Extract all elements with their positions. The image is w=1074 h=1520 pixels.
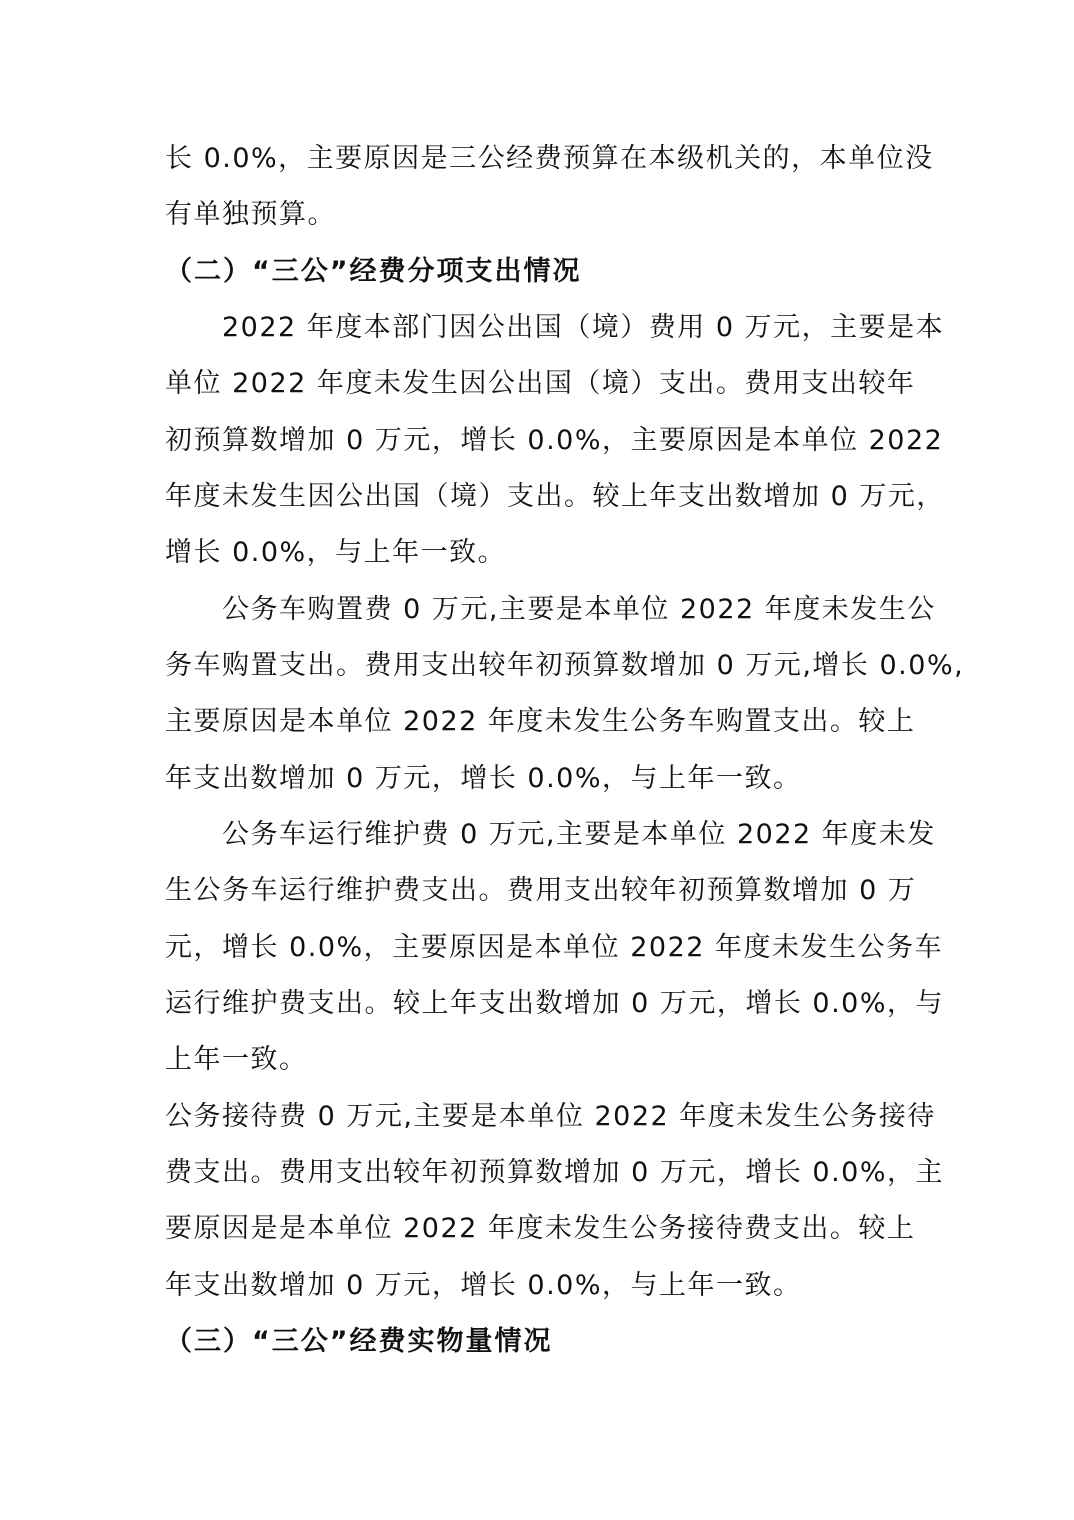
text-line: 2022 年度本部门因公出国（境）费用 0 万元，主要是本: [222, 312, 945, 343]
text-line: 主要原因是本单位 2022 年度未发生公务车购置支出。较上: [165, 706, 916, 737]
text-line: 年支出数增加 0 万元，增长 0.0%，与上年一致。: [165, 763, 802, 794]
text-line: 要原因是是本单位 2022 年度未发生公务接待费支出。较上: [165, 1213, 916, 1244]
text-line: 务车购置支出。费用支出较年初预算数增加 0 万元,增长 0.0%,: [165, 650, 965, 681]
text-line: 生公务车运行维护费支出。费用支出较年初预算数增加 0 万: [165, 875, 917, 906]
text-line: 初预算数增加 0 万元，增长 0.0%，主要原因是本单位 2022: [165, 425, 944, 456]
text-line: 运行维护费支出。较上年支出数增加 0 万元，增长 0.0%，与: [165, 988, 945, 1019]
text-line: 年度未发生因公出国（境）支出。较上年支出数增加 0 万元，: [165, 481, 945, 512]
section-heading: （三）“三公”经费实物量情况: [165, 1326, 553, 1357]
text-line: 公务车购置费 0 万元,主要是本单位 2022 年度未发生公: [222, 594, 936, 625]
text-line: 费支出。费用支出较年初预算数增加 0 万元，增长 0.0%，主: [165, 1157, 945, 1188]
text-line: 年支出数增加 0 万元，增长 0.0%，与上年一致。: [165, 1270, 802, 1301]
text-line: 增长 0.0%，与上年一致。: [165, 537, 507, 568]
section-heading: （二）“三公”经费分项支出情况: [165, 256, 582, 287]
text-line: 公务接待费 0 万元,主要是本单位 2022 年度未发生公务接待: [165, 1101, 936, 1132]
text-line: 公务车运行维护费 0 万元,主要是本单位 2022 年度未发: [222, 819, 936, 850]
text-line: 长 0.0%，主要原因是三公经费预算在本级机关的，本单位没: [165, 143, 934, 174]
text-line: 有单独预算。: [165, 199, 336, 230]
text-line: 元，增长 0.0%，主要原因是本单位 2022 年度未发生公务车: [165, 932, 944, 963]
text-line: 单位 2022 年度未发生因公出国（境）支出。费用支出较年: [165, 368, 916, 399]
text-line: 上年一致。: [165, 1044, 308, 1075]
